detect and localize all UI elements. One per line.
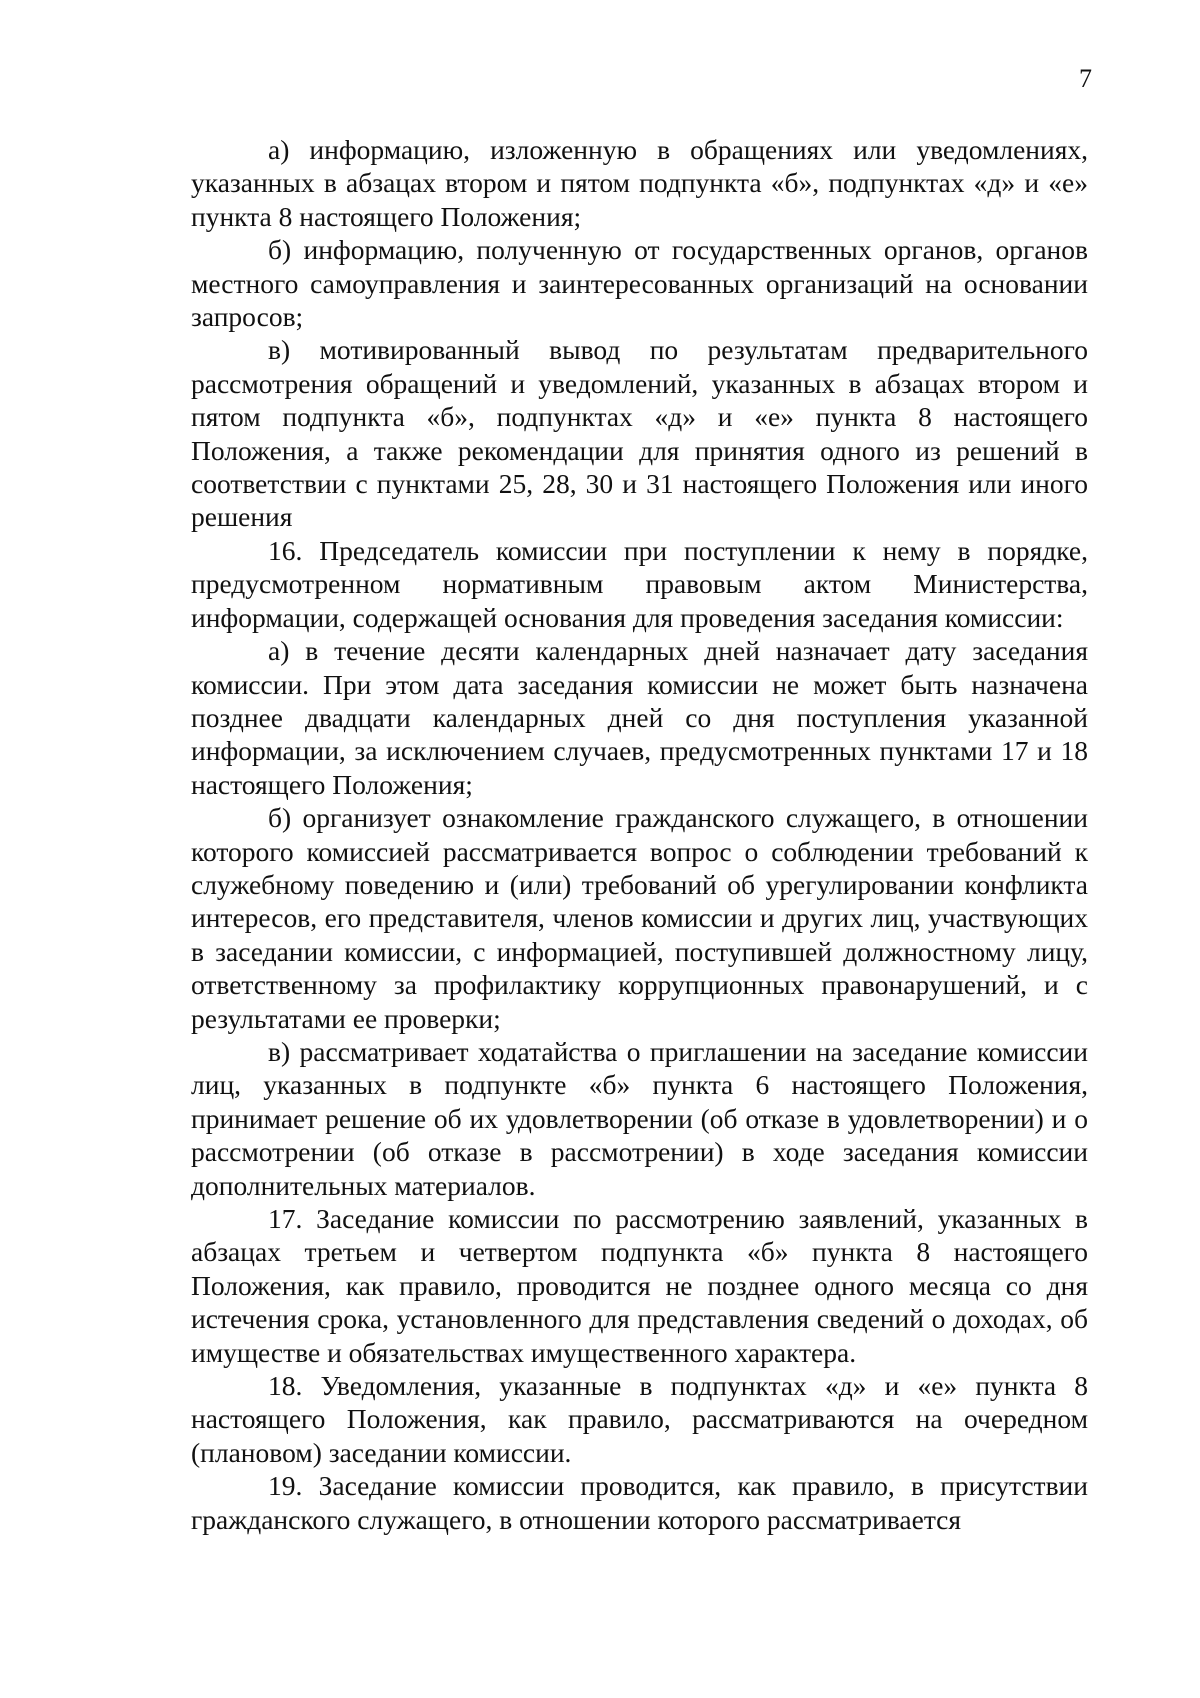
paragraph-15v: в) мотивированный вывод по результатам предварительного рассмотрения обращений и уведомлений, указанных в абзацах втором и пятом подпункта «б», подпунктах «д» и «е» пункта 8 настоящего Положения, а также рекомендации для принятия одного из решений в соответствии с пунктами 25, 28, 30 и 31 настоящего Положения или иного решения [191, 334, 1088, 533]
paragraph-19: 19. Заседание комиссии проводится, как правило, в присутствии гражданского служащего, в отношении которого рассматривается [191, 1470, 1088, 1535]
page-number: 7 [1079, 64, 1092, 93]
paragraph-17: 17. Заседание комиссии по рассмотрению заявлений, указанных в абзацах третьем и четвертом подпункта «б» пункта 8 настоящего Положения, как правило, проводится не позднее одного месяца со дня истечения срока, установленного для представления сведений о доходах, об имуществе и обязательствах имущественного характера. [191, 1203, 1088, 1368]
paragraph-15a: а) информацию, изложенную в обращениях или уведомлениях, указанных в абзацах втором и пятом подпункта «б», подпунктах «д» и «е» пункта 8 настоящего Положения; [191, 134, 1088, 232]
paragraph-16b: б) организует ознакомление гражданского служащего, в отношении которого комиссией рассматривается вопрос о соблюдении требований к служебному поведению и (или) требований об урегулировании конфликта интересов, его представителя, членов комиссии и других лиц, участвующих в заседании комиссии, с информацией, поступившей должностному лицу, ответственному за профилактику коррупционных правонарушений, и с результатами ее проверки; [191, 802, 1088, 1034]
paragraph-16a: а) в течение десяти календарных дней назначает дату заседания комиссии. При этом дата заседания комиссии не может быть назначена позднее двадцати календарных дней со дня поступления указанной информации, за исключением случаев, предусмотренных пунктами 17 и 18 настоящего Положения; [191, 635, 1088, 800]
document-body [191, 133, 1088, 1536]
paragraph-18: 18. Уведомления, указанные в подпунктах «д» и «е» пункта 8 настоящего Положения, как правило, рассматриваются на очередном (плановом) заседании комиссии. [191, 1370, 1088, 1468]
paragraph-16v: в) рассматривает ходатайства о приглашении на заседание комиссии лиц, указанных в подпункте «б» пункта 6 настоящего Положения, принимает решение об их удовлетворении (об отказе в удовлетворении) и о рассмотрении (об отказе в рассмотрении) в ходе заседания комиссии дополнительных материалов. [191, 1035, 1088, 1201]
paragraph-15b: б) информацию, полученную от государственных органов, органов местного самоуправления и заинтересованных организаций на основании запросов; [191, 234, 1088, 333]
paragraph-16: 16. Председатель комиссии при поступлении к нему в порядке, предусмотренном нормативным правовым актом Министерства, информации, содержащей основания для проведения заседания комиссии: [191, 534, 1088, 633]
